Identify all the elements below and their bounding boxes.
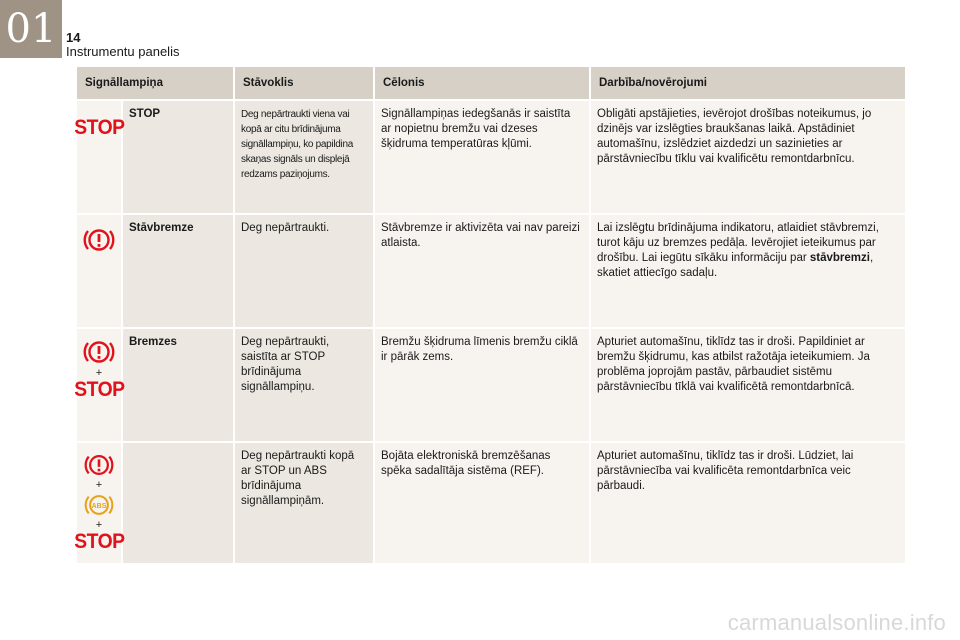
cause-cell bbox=[375, 101, 589, 215]
state-cell bbox=[235, 215, 373, 329]
cause-text: Stāvbremze ir aktivizēta vai nav pareizi atlaista. bbox=[381, 222, 580, 249]
state-cell bbox=[235, 329, 373, 443]
column-header-lamp: Signāllampiņa bbox=[77, 67, 233, 101]
chapter-tab: 01 bbox=[0, 0, 62, 58]
action-text-pre: Lai izslēgtu brīdinājuma indikatoru, atlaidiet stāvbremzi, turot kāju uz bremzes pedāļa. Ievērojiet ieteikumus par drošību. Lai iegūtu sīkāku informāciju par bbox=[597, 222, 879, 264]
table-row bbox=[77, 101, 905, 215]
cause-cell bbox=[375, 215, 589, 329]
state-text: Deg nepārtraukti kopā ar STOP un ABS brīdinājuma signāllampiņām. bbox=[241, 450, 355, 507]
lamp-name-cell bbox=[123, 329, 233, 443]
lamp-name: Stāvbremze bbox=[129, 222, 194, 234]
cause-cell bbox=[375, 329, 589, 443]
action-cell bbox=[591, 443, 905, 565]
stop-warning-icon: STOP bbox=[73, 378, 125, 401]
state-text: Deg nepārtraukti. bbox=[241, 222, 330, 234]
brake-warning-icon bbox=[82, 225, 116, 255]
table-row bbox=[77, 443, 905, 565]
state-cell bbox=[235, 101, 373, 215]
cause-text: Signāllampiņas iedegšanās ir saistīta ar nopietnu bremžu vai dzeses šķidruma temperatūras kļūmi. bbox=[381, 108, 571, 150]
state-cell bbox=[235, 443, 373, 565]
plus-sign: + bbox=[95, 367, 103, 379]
action-text-post: , skatiet attiecīgo sadaļu. bbox=[597, 252, 874, 279]
action-text: Obligāti apstājieties, ievērojot drošības noteikumus, jo dzinējs var izslēgties braukšanas laikā. Apstādiniet automašīnu, izslēdziet aizdedzi un sazinieties ar pārstāvniecību tīklu vai kvalificētu remontdarbnīcu. bbox=[597, 108, 872, 165]
cause-text: Bojāta elektroniskā bremzēšanas spēka sadalītāja sistēma (REF). bbox=[381, 450, 551, 477]
watermark: carmanualsonline.info bbox=[727, 610, 946, 635]
action-text: Apturiet automašīnu, tiklīdz tas ir droši. Lūdziet, lai pārstāvniecība vai kvalificēta remontdarbnīca veic pārbaudi. bbox=[597, 450, 854, 492]
state-text: Deg nepārtraukti, saistīta ar STOP brīdinājuma signāllampiņu. bbox=[241, 336, 330, 393]
abs-icon-label: ABS bbox=[91, 502, 107, 510]
warning-lamps-table bbox=[75, 67, 907, 565]
lamp-icon-cell bbox=[73, 443, 125, 565]
table-header-row bbox=[77, 67, 905, 101]
abs-warning-icon bbox=[82, 491, 116, 519]
plus-sign: + bbox=[95, 519, 103, 531]
lamp-name: STOP bbox=[129, 108, 161, 120]
cause-text: Bremžu šķidruma līmenis bremžu ciklā ir pārāk zems. bbox=[381, 336, 578, 363]
action-text: Apturiet automašīnu, tiklīdz tas ir droši. Papildiniet ar bremžu šķidrumu, kas atbilst ražotāja ieteikumiem. Ja problēma joprojām pastāv, pārbaudiet sistēmu pārstāvniecību tīklā vai kvalificētā remontdarbnīcā. bbox=[597, 336, 870, 393]
lamp-name: Bremzes bbox=[129, 336, 177, 348]
brake-warning-icon bbox=[82, 451, 116, 479]
lamp-name-cell bbox=[123, 443, 233, 565]
action-text-bold: stāvbremzi bbox=[809, 252, 870, 264]
action-cell bbox=[591, 101, 905, 215]
plus-sign: + bbox=[95, 479, 103, 491]
action-cell bbox=[591, 215, 905, 329]
table-row bbox=[77, 329, 905, 443]
action-cell bbox=[591, 329, 905, 443]
cause-cell bbox=[375, 443, 589, 565]
lamp-icon-cell bbox=[73, 329, 125, 443]
page-title: Instrumentu panelis bbox=[66, 44, 180, 59]
state-text: Deg nepārtraukti viena vai kopā ar citu brīdinājuma signāllampiņu, ko papildina skaņas signāls un displejā redzams paziņojums. bbox=[241, 109, 353, 180]
column-header-cause: Cēlonis bbox=[375, 67, 589, 101]
brake-warning-icon bbox=[82, 337, 116, 367]
page-number: 14 bbox=[66, 30, 81, 45]
lamp-icon-cell bbox=[73, 101, 125, 215]
table-row bbox=[77, 215, 905, 329]
stop-warning-icon: STOP bbox=[73, 530, 125, 553]
lamp-icon-cell bbox=[77, 215, 121, 329]
lamp-name-cell bbox=[123, 101, 233, 215]
column-header-state: Stāvoklis bbox=[235, 67, 373, 101]
column-header-action: Darbība/novērojumi bbox=[591, 67, 905, 101]
lamp-name-cell bbox=[123, 215, 233, 329]
stop-warning-icon: STOP bbox=[73, 116, 125, 139]
